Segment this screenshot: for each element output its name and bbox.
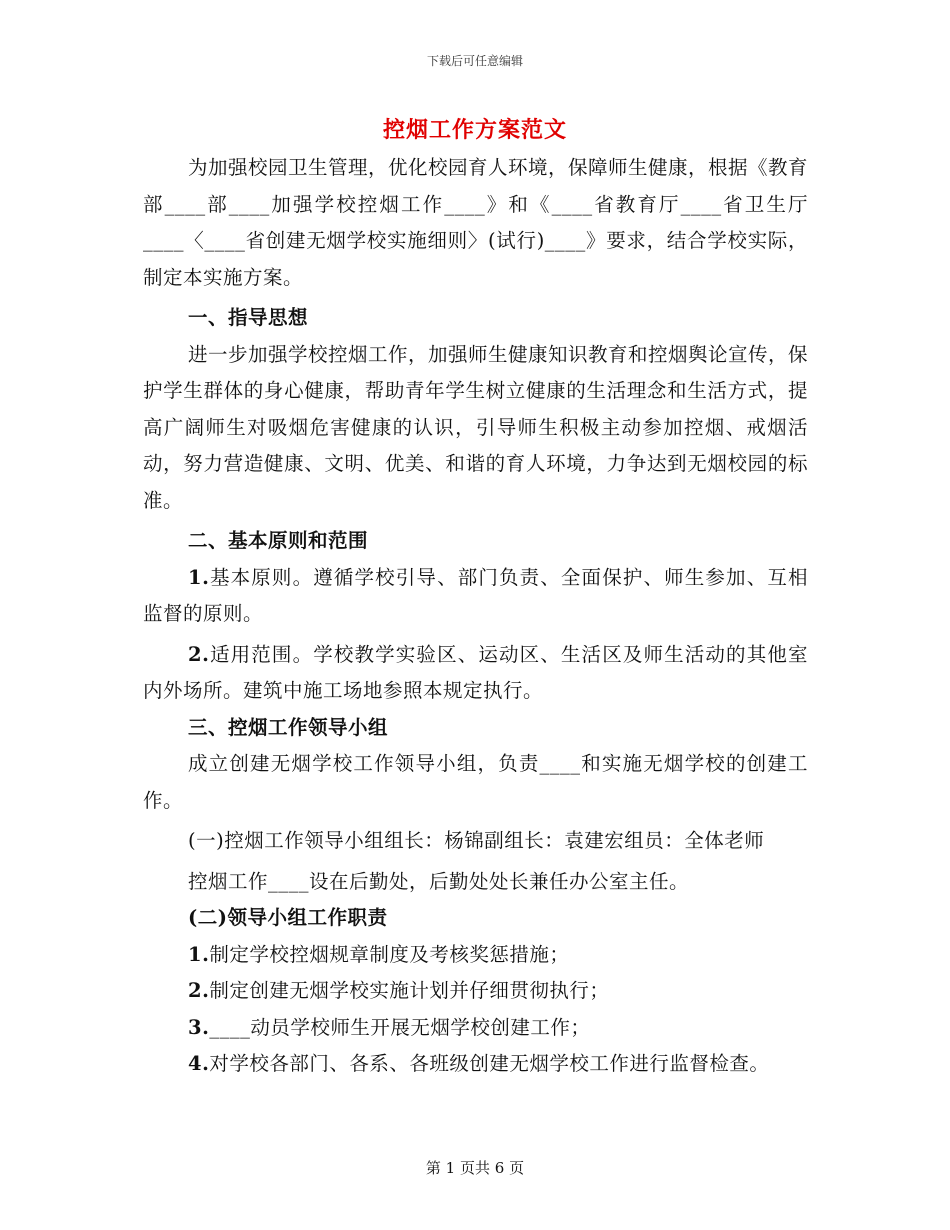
section-body-guiding: 进一步加强学校控烟工作，加强师生健康知识教育和控烟舆论宣传，保护学生群体的身心健康，帮助青年学生树立健康的生活理念和生活方式，提高广阔师生对吸烟危害健康的认识，引导师生积极主动参加控烟、戒烟活动，努力营造健康、文明、优美、和谐的育人环境，力争达到无烟校园的标准。 — [143, 342, 809, 512]
duty-item — [143, 1010, 808, 1047]
item-text: 制定学校控烟规章制度及考核奖惩措施； — [209, 942, 570, 966]
item-number: 1. — [188, 942, 210, 966]
item-number: 2. — [188, 979, 210, 1002]
principle-item — [143, 560, 808, 633]
item-text: ____动员学校师生开展无烟学校创建工作； — [209, 1015, 591, 1039]
section-heading-principles: 二、基本原则和范围 — [188, 529, 369, 552]
page-footer: 第 1 页共 6 页 — [425, 1159, 525, 1177]
leadership-office: 控烟工作____设在后勤处，后勤处处长兼任办公室主任。 — [188, 869, 690, 893]
item-text: 适用范围。学校教学实验区、运动区、生活区及师生活动的其他室内外场所。建筑中施工场地参照本规定执行。 — [143, 642, 808, 702]
item-number: 2. — [188, 642, 210, 666]
document-body — [143, 150, 808, 1083]
item-text: 制定创建无烟学校实施计划并仔细贯彻执行； — [209, 979, 610, 1002]
item-number: 4. — [188, 1052, 210, 1075]
sub-heading-duties: (二)领导小组工作职责 — [188, 906, 388, 929]
principle-item — [143, 637, 808, 710]
section-heading-leadership: 三、控烟工作领导小组 — [188, 715, 389, 739]
header-note: 下载后可任意编辑 — [426, 54, 523, 68]
section-body-leadership: 成立创建无烟学校工作领导小组，负责____和实施无烟学校的创建工作。 — [143, 752, 808, 812]
section-heading-guiding: 一、指导思想 — [188, 306, 309, 329]
intro-paragraph: 为加强校园卫生管理，优化校园育人环境，保障师生健康，根据《教育部____部____加强学校控烟工作____》和《____省教育厅____省卫生厅____〈____省创建无烟学校实施细则〉(试行)____》要求，结合学校实际，制定本实施方案。 — [143, 156, 809, 289]
duty-item — [143, 973, 808, 1010]
duty-item — [143, 937, 808, 974]
leadership-group: (一)控烟工作领导小组组长：杨锦副组长：袁建宏组员：全体老师 — [188, 829, 765, 852]
item-number: 1. — [188, 565, 210, 589]
item-text: 基本原则。遵循学校引导、部门负责、全面保护、师生参加、互相监督的原则。 — [143, 565, 808, 625]
item-number: 3. — [188, 1015, 210, 1039]
item-text: 对学校各部门、各系、各班级创建无烟学校工作进行监督检查。 — [209, 1052, 770, 1075]
document-title: 控烟工作方案范文 — [382, 117, 567, 143]
duty-item — [143, 1046, 808, 1083]
